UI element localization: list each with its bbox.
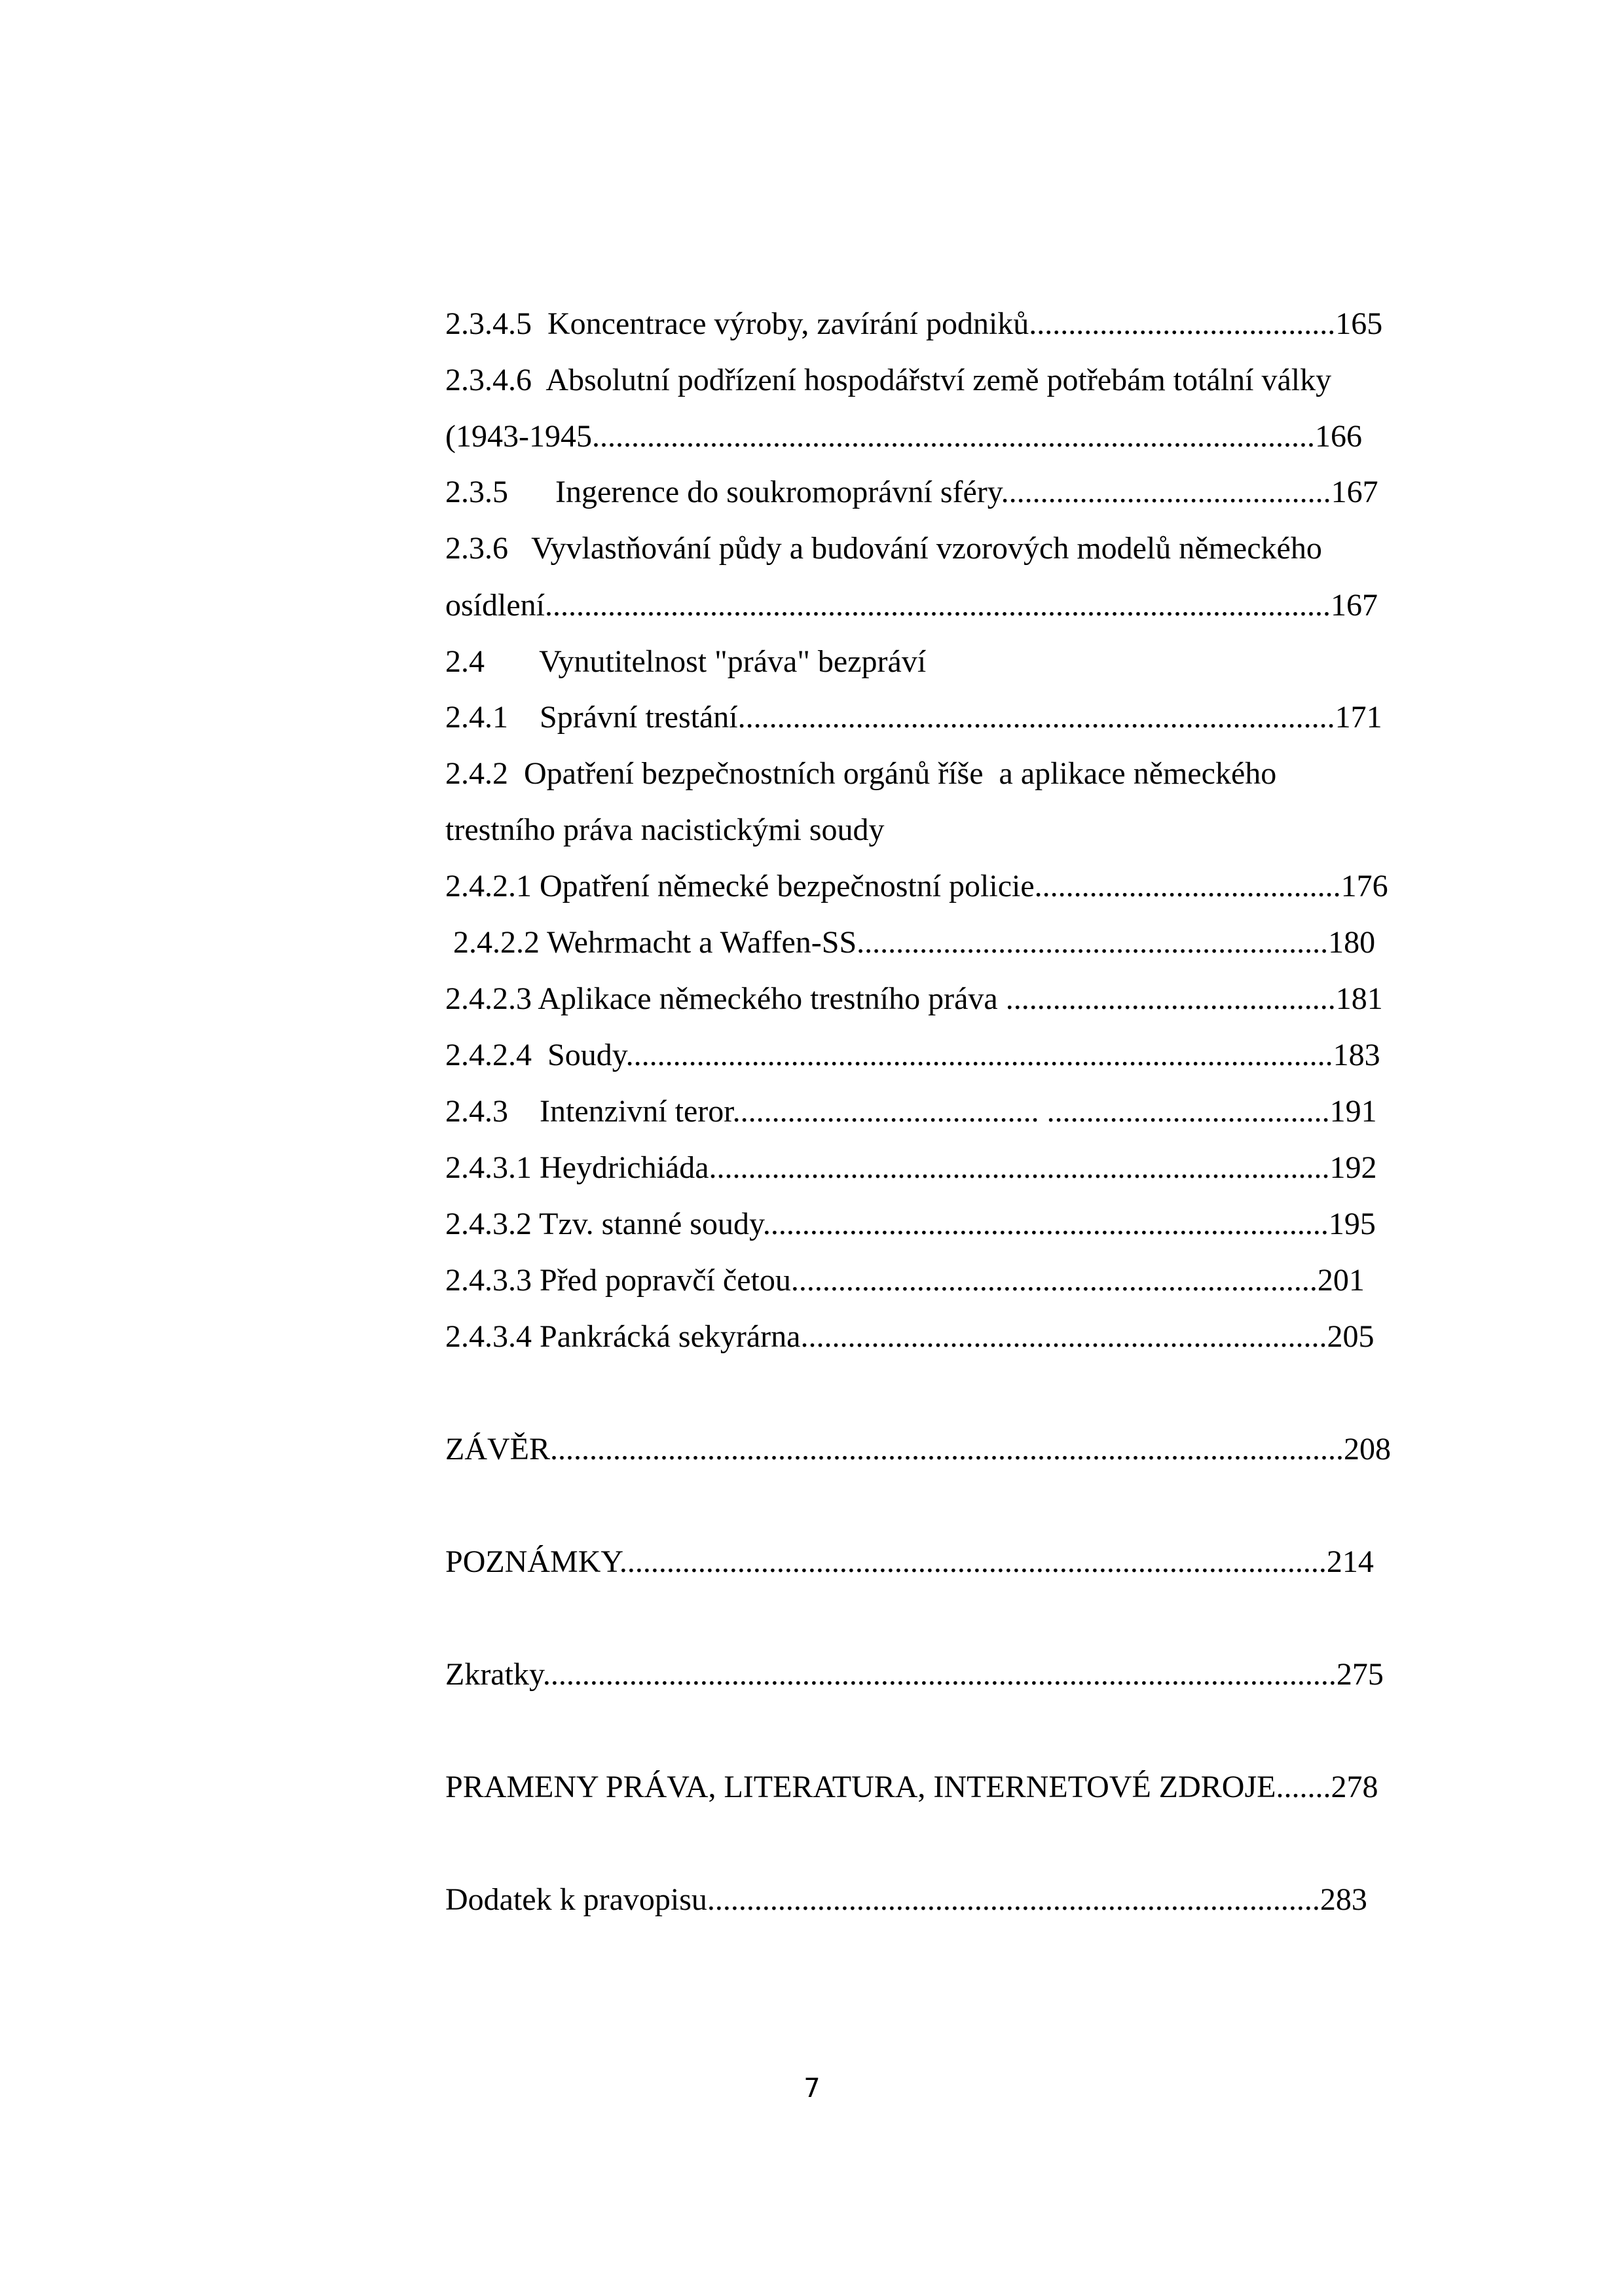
toc-entry: 2.4.1 Správní trestání............................................................................171 <box>445 700 1382 735</box>
toc-entry: trestního práva nacistickými soudy <box>445 812 885 847</box>
toc-entry: 2.4.3 Intenzivní teror....................................... ....................................191 <box>445 1094 1377 1129</box>
toc-entry: 2.4.2.4 Soudy..........................................................................................183 <box>445 1038 1380 1072</box>
toc-entry: 2.4 Vynutitelnost "práva" bezpráví <box>445 644 927 679</box>
toc-entry: 2.3.4.5 Koncentrace výroby, zavírání podniků.......................................165 <box>445 306 1383 341</box>
toc-entry: 2.4.2 Opatření bezpečnostních orgánů říše a aplikace německého <box>445 756 1277 791</box>
toc-entry: 2.4.2.3 Aplikace německého trestního práva ..........................................181 <box>445 981 1383 1016</box>
toc-entry: 2.4.2.2 Wehrmacht a Waffen-SS............................................................180 <box>445 925 1376 960</box>
page-number: 7 <box>803 2073 821 2104</box>
toc-entry: POZNÁMKY..........................................................................................214 <box>445 1544 1374 1579</box>
toc-entry: 2.3.4.6 Absolutní podřízení hospodářství země potřebám totální války <box>445 363 1332 397</box>
toc-entry: Dodatek k pravopisu..............................................................................283 <box>445 1882 1367 1917</box>
toc-entry: ZÁVĚR.....................................................................................................208 <box>445 1432 1391 1467</box>
toc-entry: 2.4.3.3 Před popravčí četou...................................................................201 <box>445 1263 1365 1298</box>
toc-entry: Zkratky.....................................................................................................275 <box>445 1657 1384 1692</box>
toc-entry: 2.4.3.2 Tzv. stanné soudy........................................................................195 <box>445 1207 1376 1241</box>
toc-entry: 2.3.5 Ingerence do soukromoprávní sféry..........................................167 <box>445 475 1378 509</box>
toc-entry: osídlení....................................................................................................167 <box>445 588 1378 623</box>
toc-entry: 2.4.3.4 Pankrácká sekyrárna...................................................................205 <box>445 1319 1375 1354</box>
toc-entry: 2.4.2.1 Opatření německé bezpečnostní policie.......................................176 <box>445 869 1388 903</box>
toc-entry: (1943-1945............................................................................................166 <box>445 419 1362 454</box>
toc-entry: 2.3.6 Vyvlastňování půdy a budování vzorových modelů německého <box>445 531 1322 566</box>
toc-entry: PRAMENY PRÁVA, LITERATURA, INTERNETOVÉ ZDROJE.......278 <box>445 1770 1378 1804</box>
toc-entry: 2.4.3.1 Heydrichiáda...............................................................................192 <box>445 1150 1377 1185</box>
